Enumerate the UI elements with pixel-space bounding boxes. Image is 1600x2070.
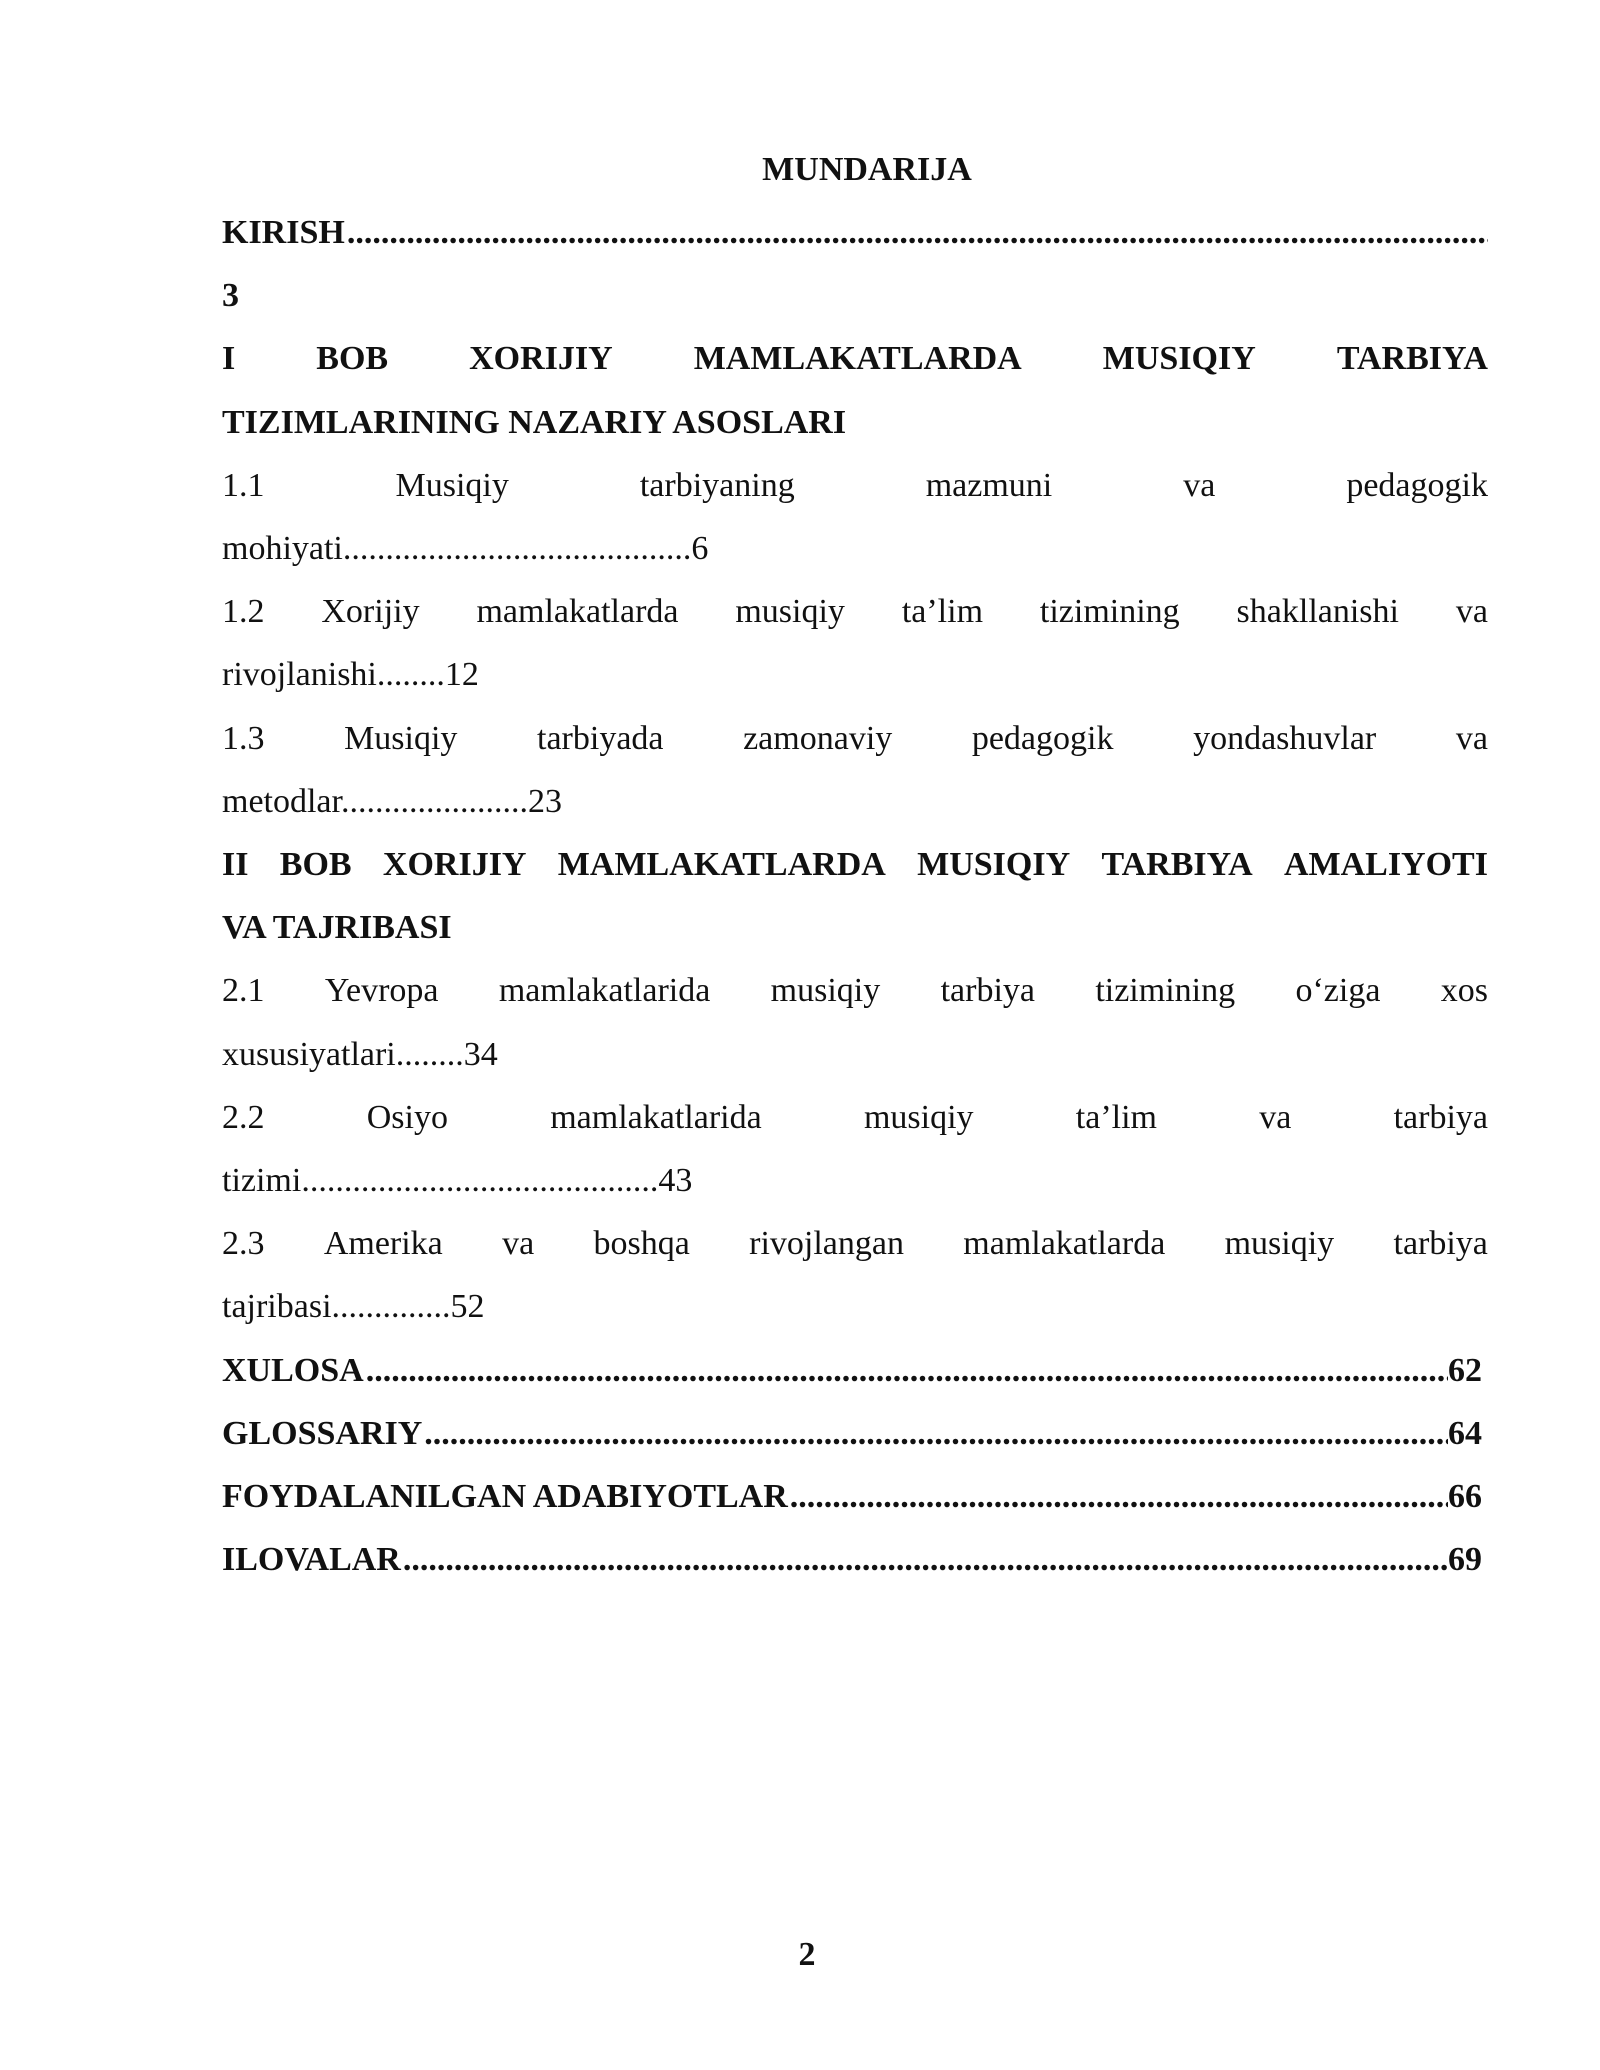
section-word: pedagogik [1346,466,1488,504]
toc-title: MUNDARIJA [762,151,972,188]
chapter-heading [222,833,1488,896]
section-word: musiqiy [735,593,845,631]
heading-word: MUSIQIY [1102,340,1256,378]
toc-entry-page: 69 [1448,1541,1482,1579]
section-word: va [1259,1098,1292,1136]
dot-leader [424,1402,1448,1465]
section-word: tarbiyada [537,719,664,757]
toc-section [222,959,1488,1022]
section-word: ta’lim [901,593,984,631]
section-word: Amerika [323,1225,443,1263]
toc-section-continued: rivojlanishi........12 [222,656,479,694]
section-word: mamlakatlarda [476,593,679,631]
toc-entry-page: 62 [1448,1351,1482,1389]
toc-entry-page: 3 [222,277,239,315]
section-word: musiqiy [770,972,881,1010]
section-word: yondashuvlar [1193,719,1377,757]
section-word: Musiqiy [395,466,509,504]
section-word: mazmuni [925,466,1053,504]
section-word: Yevropa [324,972,439,1010]
section-word: Xorijiy [321,593,420,631]
section-word: 2.3 [222,1225,265,1263]
section-word: tarbiyaning [639,466,795,504]
heading-word: TARBIYA [1101,846,1253,884]
section-word: shakllanishi [1236,593,1399,631]
heading-word: AMALIYOTI [1283,846,1488,884]
section-word: musiqiy [1224,1225,1335,1263]
section-word: mamlakatlarida [550,1098,762,1136]
toc-entry-page: 66 [1448,1478,1482,1516]
toc-entry-conclusion [222,1339,1488,1402]
dot-leader [366,1339,1448,1402]
toc-entry-page: 64 [1448,1414,1482,1452]
section-word: zamonaviy [743,719,893,757]
chapter-heading [222,327,1488,390]
heading-word: BOB [279,846,352,884]
section-word: 1.3 [222,719,265,757]
section-word: tarbiya [940,972,1035,1010]
heading-word: XORIJIY [469,340,613,378]
heading-word: I [222,340,236,378]
section-word: 1.2 [222,593,265,631]
toc-section [222,707,1488,770]
table-of-contents [222,138,1488,1591]
toc-section [222,1086,1488,1149]
section-word: 2.1 [222,972,265,1010]
toc-section-continued: tizimi..........................................43 [222,1162,693,1200]
toc-section [222,454,1488,517]
toc-entry-label: FOYDALANILGAN ADABIYOTLAR [222,1478,788,1516]
section-word: va [1455,719,1488,757]
section-word: Musiqiy [344,719,458,757]
heading-word: XORIJIY [382,846,527,884]
toc-entry-label: KIRISH [222,214,345,251]
section-word: 1.1 [222,466,265,504]
section-word: musiqiy [863,1098,974,1136]
toc-section-continued: xususiyatlari........34 [222,1035,498,1073]
page-number: 2 [798,1936,816,1973]
section-word: va [1183,466,1216,504]
toc-entry-label: XULOSA [222,1351,364,1389]
toc-section-continued: mohiyati.........................................6 [222,530,709,568]
toc-section [222,1212,1488,1275]
heading-word: MAMLAKATLARDA [693,340,1022,378]
toc-section [222,580,1488,643]
toc-entry-glossary [222,1402,1488,1465]
toc-entry-intro [222,201,1488,264]
section-word: va [502,1225,535,1263]
toc-entry-label: GLOSSARIY [222,1414,423,1452]
section-word: tarbiya [1393,1098,1488,1136]
toc-entry-appendices [222,1528,1488,1591]
section-word: 2.2 [222,1098,265,1136]
section-word: o‘ziga [1295,972,1381,1010]
section-word: tarbiya [1393,1225,1488,1263]
section-word: rivojlangan [749,1225,904,1263]
section-word: mamlakatlarda [963,1225,1166,1263]
heading-word: II [222,846,249,884]
toc-entry-bibliography [222,1465,1488,1528]
section-word: tizimining [1039,593,1180,631]
section-word: boshqa [593,1225,690,1263]
section-word: pedagogik [971,719,1114,757]
section-word: xos [1440,972,1488,1010]
chapter-heading-continued: VA TAJRIBASI [222,909,452,947]
heading-word: MUSIQIY [917,846,1071,884]
chapter-heading-continued: TIZIMLARINING NAZARIY ASOSLARI [222,403,847,441]
dot-leader [347,201,1488,264]
dot-leader [403,1528,1448,1591]
toc-section-continued: tajribasi..............52 [222,1288,485,1326]
toc-entry-label: ILOVALAR [222,1541,401,1579]
heading-word: TARBIYA [1336,340,1488,378]
section-word: va [1455,593,1488,631]
dot-leader [790,1465,1448,1528]
section-word: tizimining [1095,972,1236,1010]
toc-section-continued: metodlar......................23 [222,782,562,820]
section-word: mamlakatlarida [498,972,711,1010]
section-word: Osiyo [366,1098,448,1136]
section-word: ta’lim [1075,1098,1157,1136]
heading-word: MAMLAKATLARDA [557,846,886,884]
heading-word: BOB [316,340,389,378]
